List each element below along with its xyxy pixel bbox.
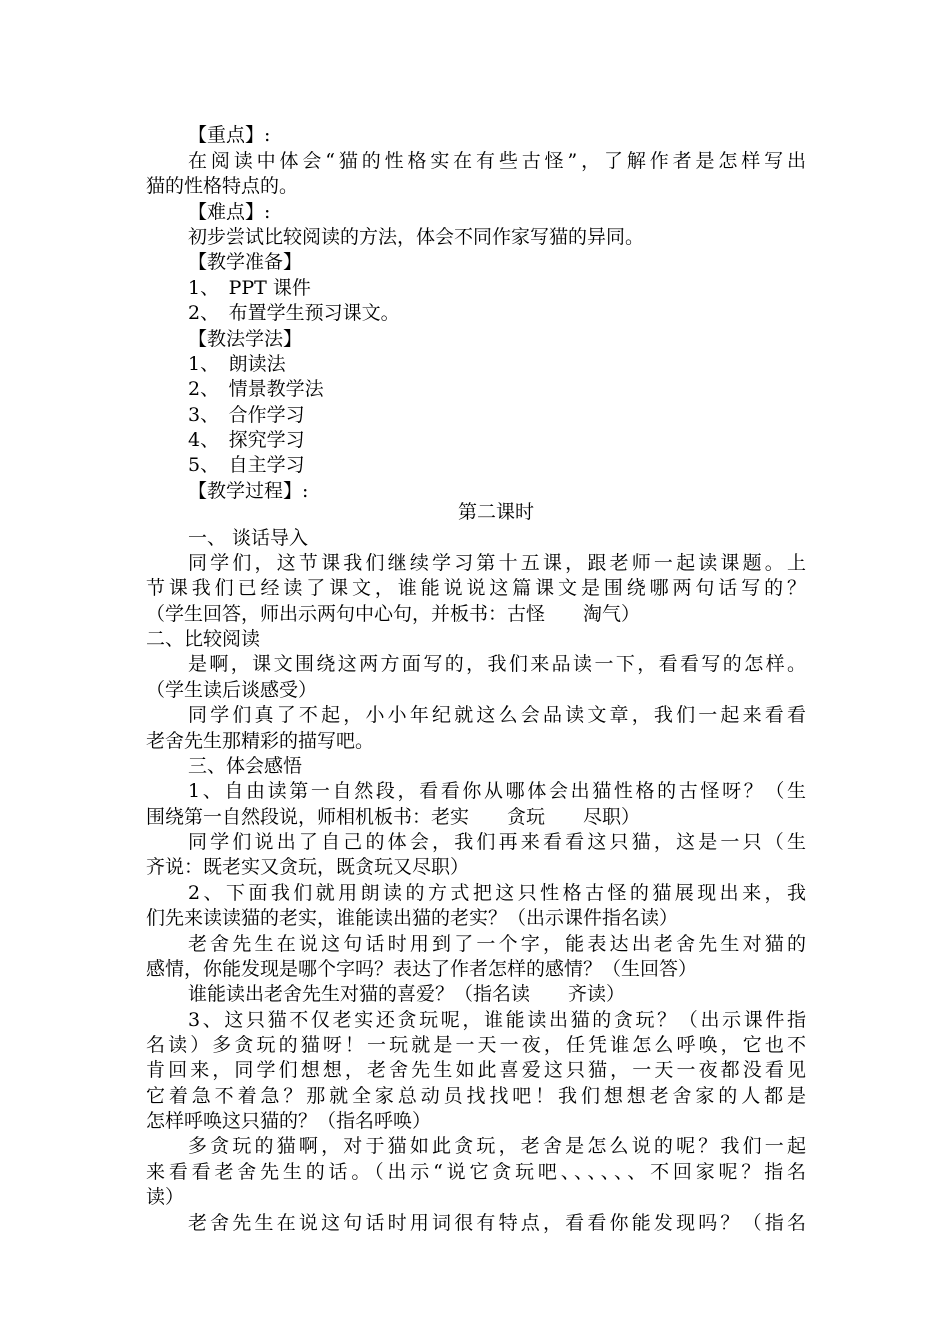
- paragraph-line: 猫的性格特点的。: [146, 175, 299, 197]
- section-heading: 一、 谈话导入: [188, 527, 309, 549]
- paragraph-line: （学生回答，师出示两句中心句，并板书：古怪 淘气）: [146, 603, 641, 625]
- list-item: 2、 情景教学法: [188, 378, 324, 400]
- list-item: 2、 布置学生预习课文。: [188, 302, 400, 324]
- list-item: 3、 合作学习: [188, 404, 305, 426]
- paragraph-line: 肯回来，同学们想想，老舍先生如此喜爱这只猫，一天一夜都没看见: [146, 1059, 806, 1081]
- paragraph-line: 同学们说出了自己的体会，我们再来看看这只猫，这是一只（生: [188, 831, 806, 853]
- list-item: 1、 PPT 课件: [188, 277, 311, 299]
- paragraph-line: 齐说：既老实又贪玩，既贪玩又尽职）: [146, 856, 470, 878]
- paragraph-line: 名读）多贪玩的猫呀！一玩就是一天一夜，任凭谁怎么呼唤，它也不: [146, 1034, 806, 1056]
- paragraph-line: 老舍先生那精彩的描写吧。: [146, 730, 375, 752]
- heading-preparation: 【教学准备】: [188, 251, 303, 273]
- heading-difficulties: 【难点】:: [188, 201, 271, 223]
- paragraph-line: 感情，你能发现是哪个字吗？表达了作者怎样的感情？（生回答）: [146, 958, 698, 980]
- paragraph-line: 围绕第一自然段说，师相机板书：老实 贪玩 尽职）: [146, 806, 641, 828]
- lesson-title: 第二课时: [457, 501, 534, 523]
- paragraph-line: 怎样呼唤这只猫的？（指名呼唤）: [146, 1110, 432, 1132]
- section-heading: 三、体会感悟: [188, 755, 303, 777]
- paragraph-line: 同学们，这节课我们继续学习第十五课，跟老师一起读课题。上: [188, 552, 806, 574]
- paragraph-line: 它着急不着急？那就全家总动员找找吧！我们想想老舍家的人都是: [146, 1085, 806, 1107]
- paragraph-line: 多贪玩的猫啊，对于猫如此贪玩，老舍是怎么说的呢？我们一起: [188, 1135, 806, 1157]
- paragraph-line: 是啊，课文围绕这两方面写的，我们来品读一下，看看写的怎样。: [188, 653, 806, 675]
- heading-methods: 【教法学法】: [188, 328, 303, 350]
- heading-process: 【教学过程】:: [188, 480, 309, 502]
- paragraph-line: （学生读后谈感受）: [146, 679, 318, 701]
- paragraph-line: 来看看老舍先生的话。（出示“说它贪玩吧、、、、、、不回家呢？指名: [146, 1161, 806, 1183]
- paragraph-line: 初步尝试比较阅读的方法，体会不同作家写猫的异同。: [188, 226, 645, 248]
- paragraph-line: 们先来读读猫的老实，谁能读出猫的老实？（出示课件指名读）: [146, 907, 679, 929]
- paragraph-line: 谁能读出老舍先生对猫的喜爱？（指名读 齐读）: [188, 983, 626, 1005]
- section-heading: 二、比较阅读: [146, 628, 261, 650]
- list-item: 5、 自主学习: [188, 454, 305, 476]
- paragraph-line: 老舍先生在说这句话时用到了一个字，能表达出老舍先生对猫的: [188, 933, 806, 955]
- paragraph-line: 2、下面我们就用朗读的方式把这只性格古怪的猫展现出来，我: [188, 882, 806, 904]
- list-item: 4、 探究学习: [188, 429, 305, 451]
- paragraph-line: 1、自由读第一自然段，看看你从哪体会出猫性格的古怪呀？（生: [188, 780, 806, 802]
- list-item: 1、 朗读法: [188, 353, 286, 375]
- paragraph-line: 3、这只猫不仅老实还贪玩呢，谁能读出猫的贪玩？（出示课件指: [188, 1009, 806, 1031]
- paragraph-line: 在阅读中体会“猫的性格实在有些古怪”，了解作者是怎样写出: [188, 150, 806, 172]
- heading-key-points: 【重点】:: [188, 124, 271, 146]
- paragraph-line: 读）: [146, 1186, 185, 1208]
- paragraph-line: 同学们真了不起，小小年纪就这么会品读文章，我们一起来看看: [188, 704, 806, 726]
- paragraph-line: 节课我们已经读了课文，谁能说说这篇课文是围绕哪两句话写的？: [146, 577, 806, 599]
- paragraph-line: 老舍先生在说这句话时用词很有特点，看看你能发现吗？（指名: [188, 1212, 806, 1234]
